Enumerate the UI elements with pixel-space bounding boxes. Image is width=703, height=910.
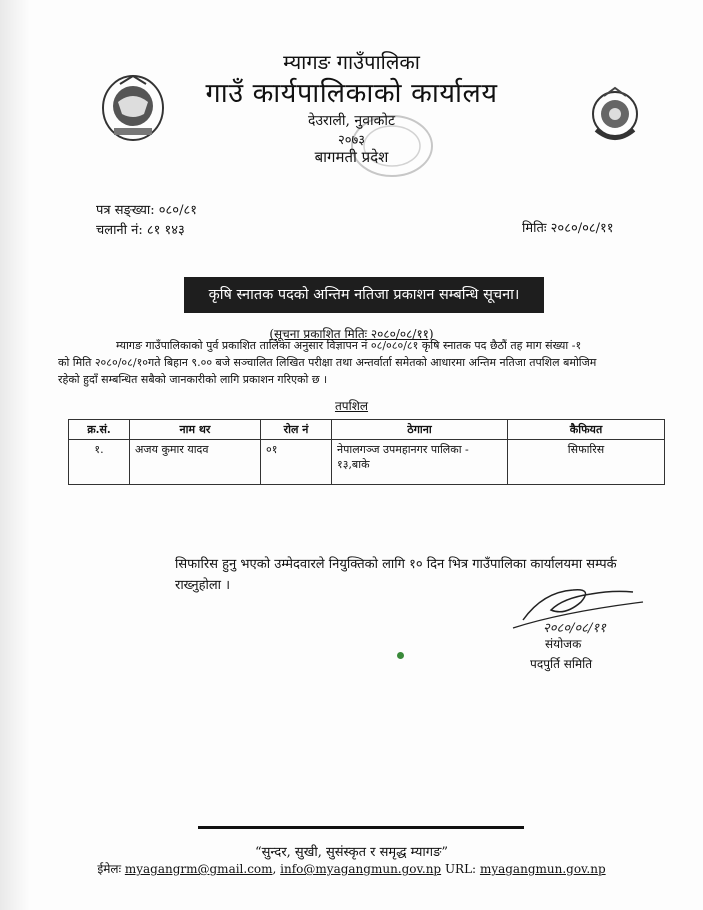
column-header: नाम थर <box>130 420 261 440</box>
notice-body-line: रहेको हुदाँ सम्बन्धित सबैको जानकारीको लागि प्रकाशन गरिएको छ । <box>58 373 328 386</box>
column-header: रोल नं <box>261 420 332 440</box>
email-link-secondary[interactable]: info@myagangmun.gov.np <box>280 862 442 876</box>
column-header: ठेगाना <box>332 420 508 440</box>
office-title: गाउँ कार्यपालिकाको कार्यालय <box>205 78 498 109</box>
email-link-primary[interactable]: myagangrm@gmail.com <box>124 862 273 876</box>
website-link[interactable]: myagangmun.gov.np <box>479 862 606 876</box>
letter-number: पत्र सङ्ख्या: ०८०/८१ <box>96 203 197 218</box>
signer-committee: पदपुर्ति समिति <box>530 657 593 671</box>
notice-published-date: (सूचना प्रकाशित मितिः २०८०/०८/११) <box>269 327 434 341</box>
closing-instruction: सिफारिस हुनु भएको उम्मेदवारले नियुक्तिको लागि १० दिन भित्र गाउँपालिका कार्यालयमा सम्पर्क राख्नुहोला । <box>175 557 617 593</box>
handwritten-signature <box>503 572 653 634</box>
municipality-name: म्यागङ गाउँपालिका <box>283 50 420 74</box>
office-address: देउराली, नुवाकोट <box>307 113 396 129</box>
url-label: URL: <box>444 862 477 876</box>
letter-date: मितिः २०८०/०८/११ <box>522 221 614 236</box>
notice-body-line: म्यागङ गाउँपालिकाको पुर्व प्रकाशित तालिका अनुसार विज्ञापन नं ०८/०८०/८१ कृषि स्नातक पद छैठौं तह माग संख्या -१ <box>116 339 582 352</box>
name-cell: अजय कुमार यादव <box>130 440 261 485</box>
footer-motto: “सुन्दर, सुखी, सुसंस्कृत र समृद्ध म्यागङ” <box>254 845 449 860</box>
roll-number-cell: ०१ <box>261 440 332 485</box>
footer-contact: ईमेलः myagangrm@gmail.com, info@myagangmun.gov.np URL: myagangmun.gov.np <box>97 862 606 876</box>
notice-body-line: को मिति २०८०/०८/१०गते बिहान ९.०० बजे सञ्चालित लिखित परीक्षा तथा अन्तर्वार्ता समेतको आधारमा अन्तिम नतिजा तपशिल बमोजिम <box>58 356 597 369</box>
dispatch-number: चलानी नं: ८१ १४३ <box>96 223 185 238</box>
remarks-cell: सिफारिस <box>508 440 665 485</box>
table-row <box>69 440 665 485</box>
footer-divider <box>198 826 524 829</box>
notice-body <box>58 337 658 388</box>
address-cell: नेपालगञ्ज उपमहानगर पालिका - १३,बाके <box>332 440 508 485</box>
province-name: बागमती प्रदेश <box>314 148 389 166</box>
signer-title: संयोजक <box>545 637 582 651</box>
email-label: ईमेलः <box>97 862 121 876</box>
green-mark <box>397 652 404 659</box>
notice-title: कृषि स्नातक पदको अन्तिम नतिजा प्रकाशन सम्बन्धि सूचना। <box>184 277 544 313</box>
table-header-row <box>69 420 665 440</box>
table-label: तपशिल <box>334 399 369 413</box>
column-header: कैफियत <box>508 420 665 440</box>
result-table <box>68 419 665 485</box>
serial-cell: १. <box>69 440 130 485</box>
establishment-year: २०७३ <box>337 133 366 148</box>
signature-date: २०८०/०८/११ <box>543 621 606 634</box>
column-header: क्र.सं. <box>69 420 130 440</box>
